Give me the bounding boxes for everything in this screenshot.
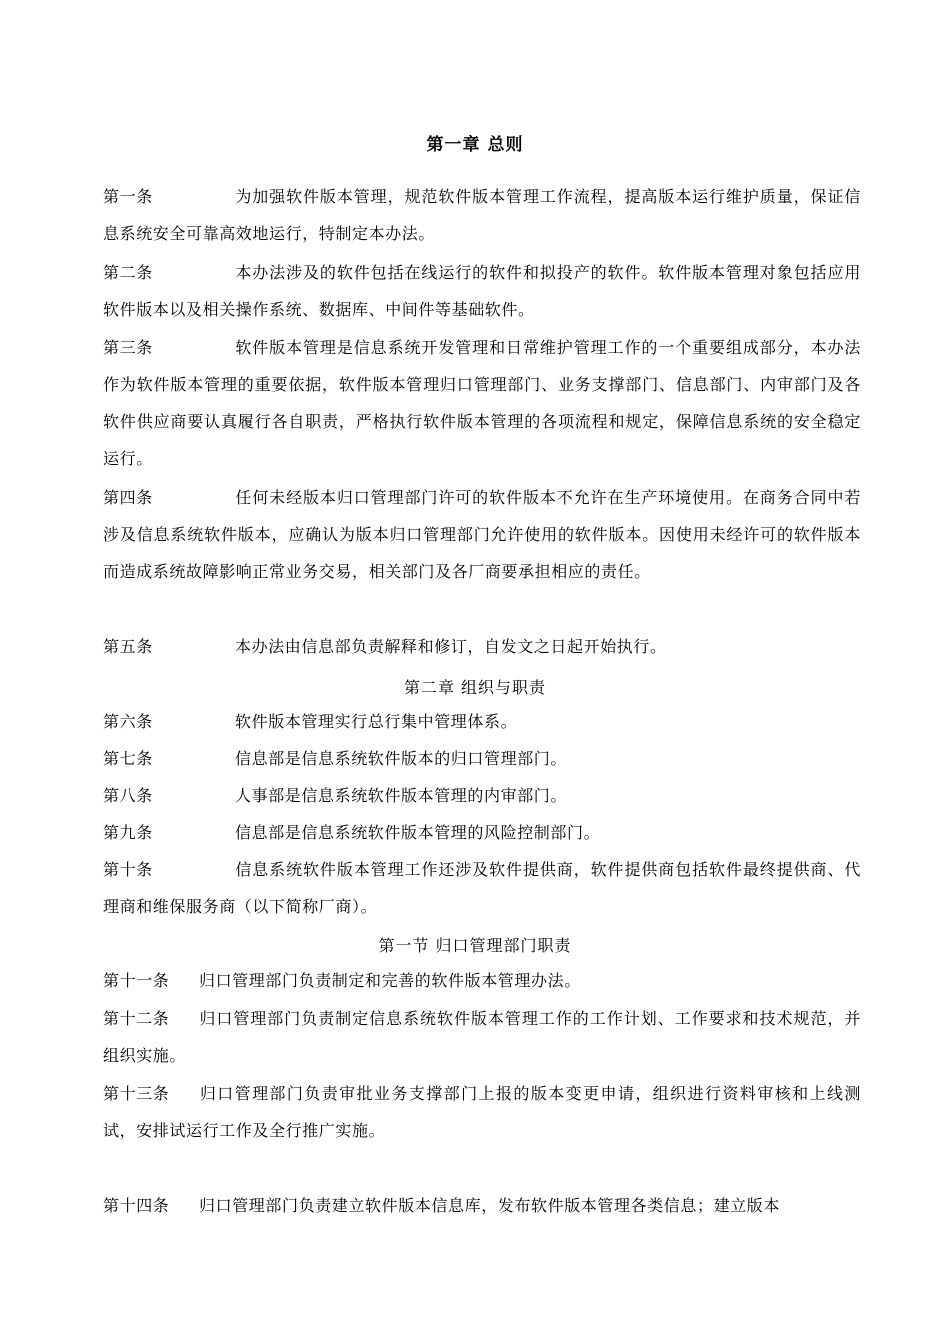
article-2 — [103, 254, 861, 328]
article-number: 第四条 — [103, 488, 153, 507]
chapter-2-title: 第二章 组织与职责 — [403, 678, 547, 697]
article-text: 本办法由信息部负责解释和修订，自发文之日起开始执行。 — [235, 637, 667, 656]
article-text: 信息部是信息系统软件版本的归口管理部门。 — [235, 749, 568, 768]
article-number: 第十三条 — [103, 1084, 170, 1103]
article-number: 第八条 — [103, 786, 153, 805]
article-text: 归口管理部门负责建立软件版本信息库，发布软件版本管理各类信息；建立版本 — [199, 1196, 781, 1215]
article-number: 第九条 — [103, 823, 153, 842]
article-7 — [103, 740, 861, 777]
article-number: 第三条 — [103, 338, 153, 357]
article-text: 人事部是信息系统软件版本管理的内审部门。 — [235, 786, 568, 805]
article-number: 第六条 — [103, 712, 153, 731]
section-1-title: 第一节 归口管理部门职责 — [378, 936, 572, 955]
article-text: 软件版本管理是信息系统开发管理和日常维护管理工作的一个重要组成部分，本办法作为软件版本管理的重要依据，软件版本管理归口管理部门、业务支撑部门、信息部门、内审部门及各软件供应商要认真履行各自职责，严格执行软件版本管理的各项流程和规定，保障信息系统的安全稳定运行。 — [103, 338, 861, 468]
article-text: 任何未经版本归口管理部门许可的软件版本不允许在生产环境使用。在商务合同中若涉及信息系统软件版本，应确认为版本归口管理部门允许使用的软件版本。因使用未经许可的软件版本而造成系统故障影响正常业务交易，相关部门及各厂商要承担相应的责任。 — [103, 488, 861, 581]
article-6 — [103, 703, 861, 740]
article-13 — [103, 1075, 861, 1149]
article-text: 归口管理部门负责审批业务支撑部门上报的版本变更申请，组织进行资料审核和上线测试，安排试运行工作及全行推广实施。 — [103, 1084, 861, 1140]
article-text: 本办法涉及的软件包括在线运行的软件和拟投产的软件。软件版本管理对象包括应用软件版本以及相关操作系统、数据库、中间件等基础软件。 — [103, 263, 861, 319]
article-1 — [103, 178, 861, 252]
article-number: 第一条 — [103, 187, 153, 206]
article-8 — [103, 777, 861, 814]
article-text: 信息部是信息系统软件版本管理的风险控制部门。 — [235, 823, 601, 842]
article-text: 归口管理部门负责制定信息系统软件版本管理工作的工作计划、工作要求和技术规范，并组织实施。 — [103, 1009, 861, 1065]
article-4 — [103, 479, 861, 590]
chapter-1-title: 第一章 总则 — [426, 135, 524, 155]
article-text: 归口管理部门负责制定和完善的软件版本管理办法。 — [199, 971, 581, 990]
article-number: 第二条 — [103, 263, 153, 282]
article-number: 第七条 — [103, 749, 153, 768]
article-number: 第十二条 — [103, 1009, 170, 1028]
article-number: 第五条 — [103, 637, 153, 656]
article-10 — [103, 851, 861, 925]
article-text: 软件版本管理实行总行集中管理体系。 — [235, 712, 518, 731]
article-3 — [103, 329, 861, 477]
article-text: 信息系统软件版本管理工作还涉及软件提供商，软件提供商包括软件最终提供商、代理商和维保服务商（以下简称厂商）。 — [103, 860, 861, 916]
article-11 — [103, 962, 861, 999]
article-5 — [103, 628, 861, 665]
article-12 — [103, 1000, 861, 1074]
article-number: 第十条 — [103, 860, 153, 879]
article-number: 第十四条 — [103, 1196, 170, 1215]
article-number: 第十一条 — [103, 971, 170, 990]
article-9 — [103, 814, 861, 851]
article-14 — [103, 1187, 861, 1224]
article-text: 为加强软件版本管理，规范软件版本管理工作流程，提高版本运行维护质量，保证信息系统安全可靠高效地运行，特制定本办法。 — [103, 187, 861, 243]
